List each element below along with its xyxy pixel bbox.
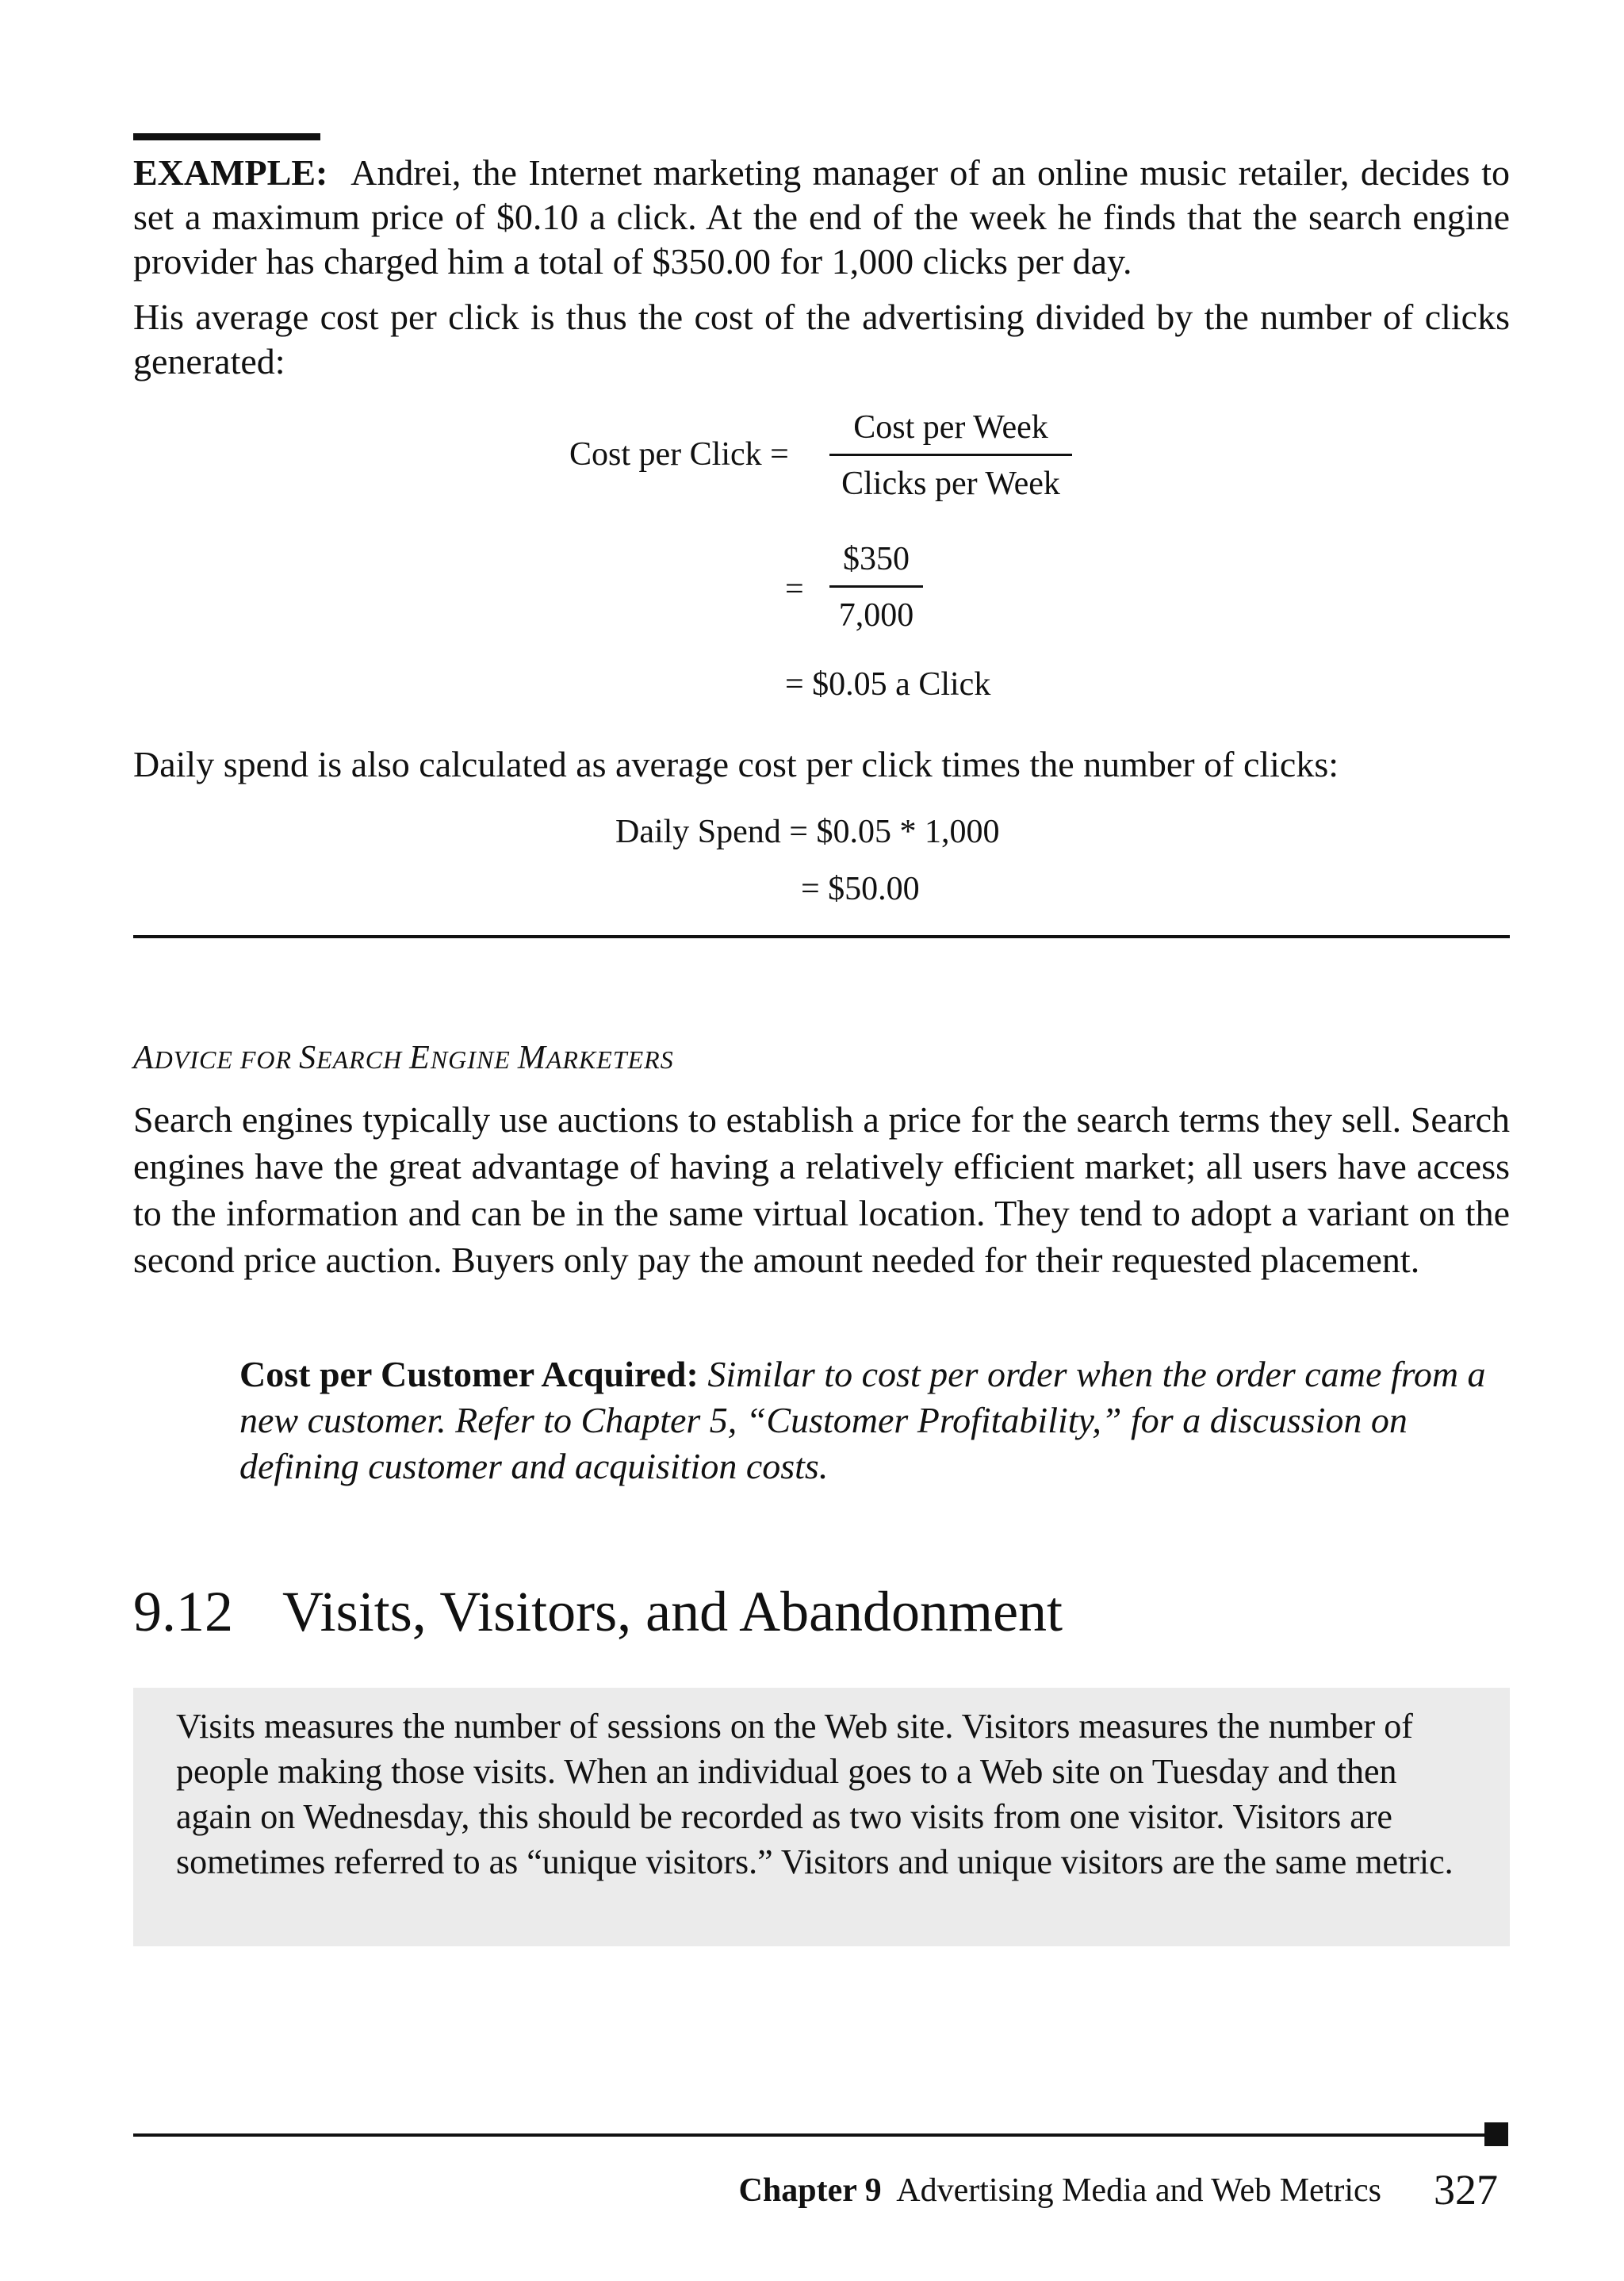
eq2-equals: = [785, 571, 804, 608]
eq2-numerator: $350 [843, 541, 910, 577]
example-lead: His average cost per click is thus the cost of the advertising divided by the number of clicks generated: [133, 297, 1510, 381]
example-intro [133, 151, 1510, 284]
definition-text: Similar to cost per order when the order came from a new customer. Refer to Chapter 5, “Customer Profitability,” for a discussion on defining customer and acquisition costs. [239, 1354, 1486, 1486]
section-number: 9.12 [133, 1580, 233, 1643]
advice-heading-part: S [299, 1040, 317, 1076]
daily-spend-eq1: Daily Spend = $0.05 * 1,000 [615, 814, 1000, 850]
eq2-denominator: 7,000 [838, 597, 914, 634]
example-bottom-rule [133, 935, 1510, 938]
section-heading [133, 1578, 1063, 1645]
advice-body: Search engines typically use auctions to establish a price for the search terms they sell. Search engines have the great advantage of having a relatively efficient market; all users have access to the information and can be in the same virtual location. They tend to adopt a variant on the second price auction. Buyers only pay the amount needed for their requested placement. [133, 1099, 1510, 1280]
example-label: EXAMPLE: [133, 152, 328, 193]
advice-heading-part: M [517, 1040, 546, 1076]
eq1-fraction [829, 408, 1072, 504]
footer-square-marker [1484, 2122, 1508, 2146]
definition-term: Cost per Customer Acquired: [239, 1354, 699, 1394]
advice-heading-part: ARKETERS [546, 1045, 674, 1074]
eq1-denominator: Clicks per Week [841, 466, 1060, 502]
daily-spend-eq2: = $50.00 [801, 871, 920, 907]
summary-box-text: Visits measures the number of sessions on the Web site. Visitors measures the number of people making those visits. When an individual goes to a Web site on Tuesday and then again on Wednesday, this should be recorded as two visits from one visitor. Visitors are sometimes referred to as “unique visitors.” Visitors and unique visitors are the same metric. [176, 1707, 1454, 1881]
section-title: Visits, Visitors, and Abandonment [282, 1580, 1063, 1643]
advice-heading [133, 1039, 674, 1077]
footer-running-head [739, 2172, 1381, 2210]
eq2-fraction [829, 539, 923, 635]
page-number: 327 [1434, 2166, 1498, 2214]
advice-heading-part: DVICE FOR [154, 1045, 300, 1074]
eq3-result: = $0.05 a Click [785, 666, 991, 703]
advice-heading-part: EARCH [316, 1045, 410, 1074]
daily-spend-lead: Daily spend is also calculated as average cost per click times the number of clicks: [133, 744, 1339, 784]
advice-heading-part: A [133, 1040, 155, 1076]
footer-chapter-title: Advertising Media and Web Metrics [896, 2172, 1381, 2209]
eq1-lhs: Cost per Click = [569, 436, 789, 473]
eq2-fraction-bar [829, 585, 923, 588]
example-top-bar [133, 133, 320, 140]
footer-rule [133, 2133, 1491, 2137]
definition-cost-per-customer-acquired [239, 1351, 1508, 1489]
example-intro-text: Andrei, the Internet marketing manager of an online music retailer, decides to set a maximum price of $0.10 a click. At the end of the week he finds that the search engine provider has charged him a total of $350.00 for 1,000 clicks per day. [133, 152, 1510, 282]
summary-box [133, 1688, 1510, 1946]
footer-chapter-label: Chapter 9 [738, 2172, 882, 2209]
eq1-numerator: Cost per Week [853, 409, 1048, 446]
advice-heading-part: NGINE [430, 1045, 518, 1074]
eq1-fraction-bar [829, 454, 1072, 456]
advice-heading-part: E [409, 1040, 431, 1076]
